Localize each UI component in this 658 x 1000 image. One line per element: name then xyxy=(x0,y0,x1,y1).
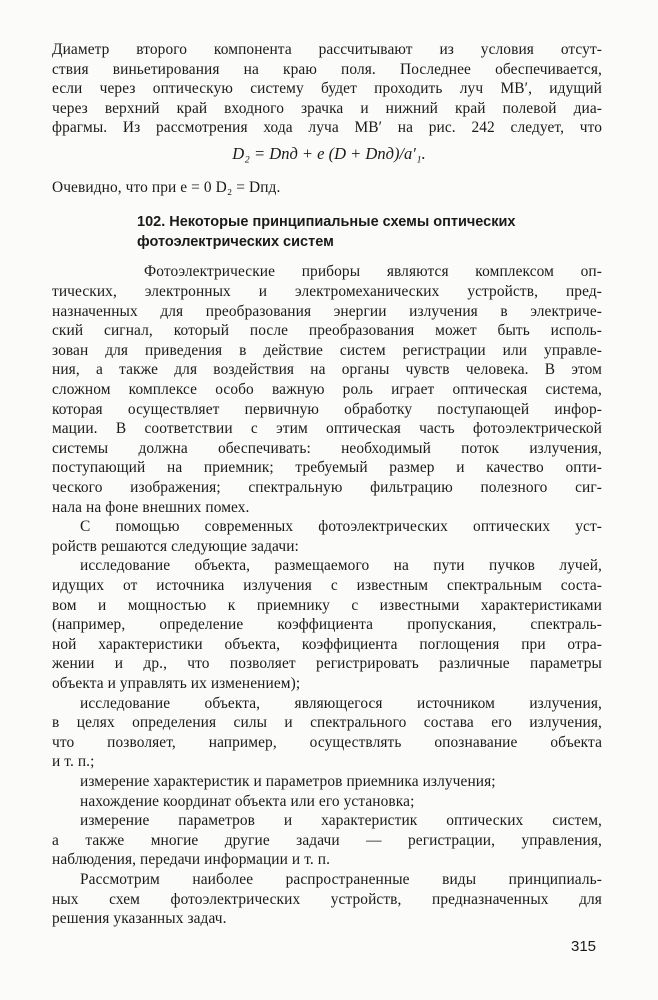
paragraph-1-line: ствия виньетирования на краю поля. Последнее обеспечивается, xyxy=(52,60,602,78)
task-1-line: исследование объекта, размещаемого на пути пучков лучей, xyxy=(80,557,602,575)
task-1-line: ной характеристики объекта, коэффициента поглощения при отра- xyxy=(52,635,602,653)
paragraph-2-line: назначенных для преобразования энергии излучения в электриче- xyxy=(52,302,602,320)
paragraph-2-line: зован для приведения в действие систем регистрации или управле- xyxy=(52,341,602,359)
paragraph-1-line: через верхний край входного зрачка и нижний край полевой диа- xyxy=(52,99,602,117)
paragraph-1-line: Диаметр второго компонента рассчитывают из условия отсут- xyxy=(52,41,602,58)
task-4-line: нахождение координат объекта или его установка; xyxy=(80,792,415,810)
paragraph-2-line: поступающий на приемник; требуемый размер и качество опти- xyxy=(52,459,602,477)
section-heading-line-1: 102. Некоторые принципиальные схемы оптических xyxy=(137,214,516,231)
task-3-line: измерение характеристик и параметров приемника излучения; xyxy=(80,773,496,790)
task-1-line: жении и др., что позволяет регистрировать различные параметры xyxy=(52,655,602,673)
paragraph-2-line: мации. В соответствии с этим оптическая часть фотоэлектрической xyxy=(52,420,602,438)
paragraph-3-line: С помощью современных фотоэлектрических оптических уст- xyxy=(80,518,602,536)
section-heading-line-2: фотоэлектрических систем xyxy=(137,233,334,250)
paragraph-2-line: ский сигнал, который после преобразования может быть исполь- xyxy=(52,322,602,340)
paragraph-1-line: если через оптическую систему будет проходить луч MB′, идущий xyxy=(52,80,602,98)
obviously-line: Очевидно, что при e = 0 D₂ = Dпд. xyxy=(52,178,281,196)
paragraph-1-line: фрагмы. Из рассмотрения хода луча MB′ на рис. 242 следует, что xyxy=(52,119,602,137)
paragraph-2-line: системы должна обеспечивать: необходимый поток излучения, xyxy=(52,439,602,457)
task-2-line: в целях определения силы и спектрального состава его излучения, xyxy=(52,714,602,732)
paragraph-2-line: сложном комплексе особо важную роль играет оптическая система, xyxy=(52,381,602,398)
formula-d2: D₂ = Dпд + e (D + Dпд)/a′₁. xyxy=(232,144,426,163)
paragraph-4-line: ных схем фотоэлектрических устройств, предназначенных для xyxy=(52,890,602,908)
task-5-line: наблюдения, передачи информации и т. п. xyxy=(52,851,331,869)
paragraph-2-line: тических, электронных и электромеханических устройств, пред- xyxy=(52,283,602,300)
paragraph-2-line: ния, а также для воздействия на органы чувств человека. В этом xyxy=(52,361,602,379)
task-1-line: объекта и управлять их изменением); xyxy=(52,675,301,692)
paragraph-2-line: ческого изображения; спектральную фильтрацию полезного сиг- xyxy=(52,479,602,496)
task-5-line: измерение параметров и характеристик оптических систем, xyxy=(80,812,602,830)
task-5-line: а также многие другие задачи — регистрации, управления, xyxy=(52,831,602,849)
task-2-line: исследование объекта, являющегося источником излучения, xyxy=(80,694,602,712)
paragraph-4-line: Рассмотрим наиболее распространенные виды принципиаль- xyxy=(80,871,602,888)
paragraph-2-line: нала на фоне внешних помех. xyxy=(52,498,250,516)
paragraph-2-line: которая осуществляет первичную обработку поступающей инфор- xyxy=(52,400,602,418)
task-1-line: идущих от источника излучения с известным спектральным соста- xyxy=(52,577,602,594)
task-1-line: вом и мощностью к приемнику с известными характеристиками xyxy=(52,596,602,614)
task-2-line: и т. п.; xyxy=(52,753,95,771)
page-number: 315 xyxy=(571,938,597,955)
paragraph-4-line: решения указанных задач. xyxy=(52,910,227,928)
paragraph-2-line: Фотоэлектрические приборы являются комплексом оп- xyxy=(144,263,602,281)
task-2-line: что позволяет, например, осуществлять опознавание объекта xyxy=(52,733,602,751)
task-1-line: (например, определение коэффициента пропускания, спектраль- xyxy=(52,616,602,634)
paragraph-3-line: ройств решаются следующие задачи: xyxy=(52,537,299,555)
